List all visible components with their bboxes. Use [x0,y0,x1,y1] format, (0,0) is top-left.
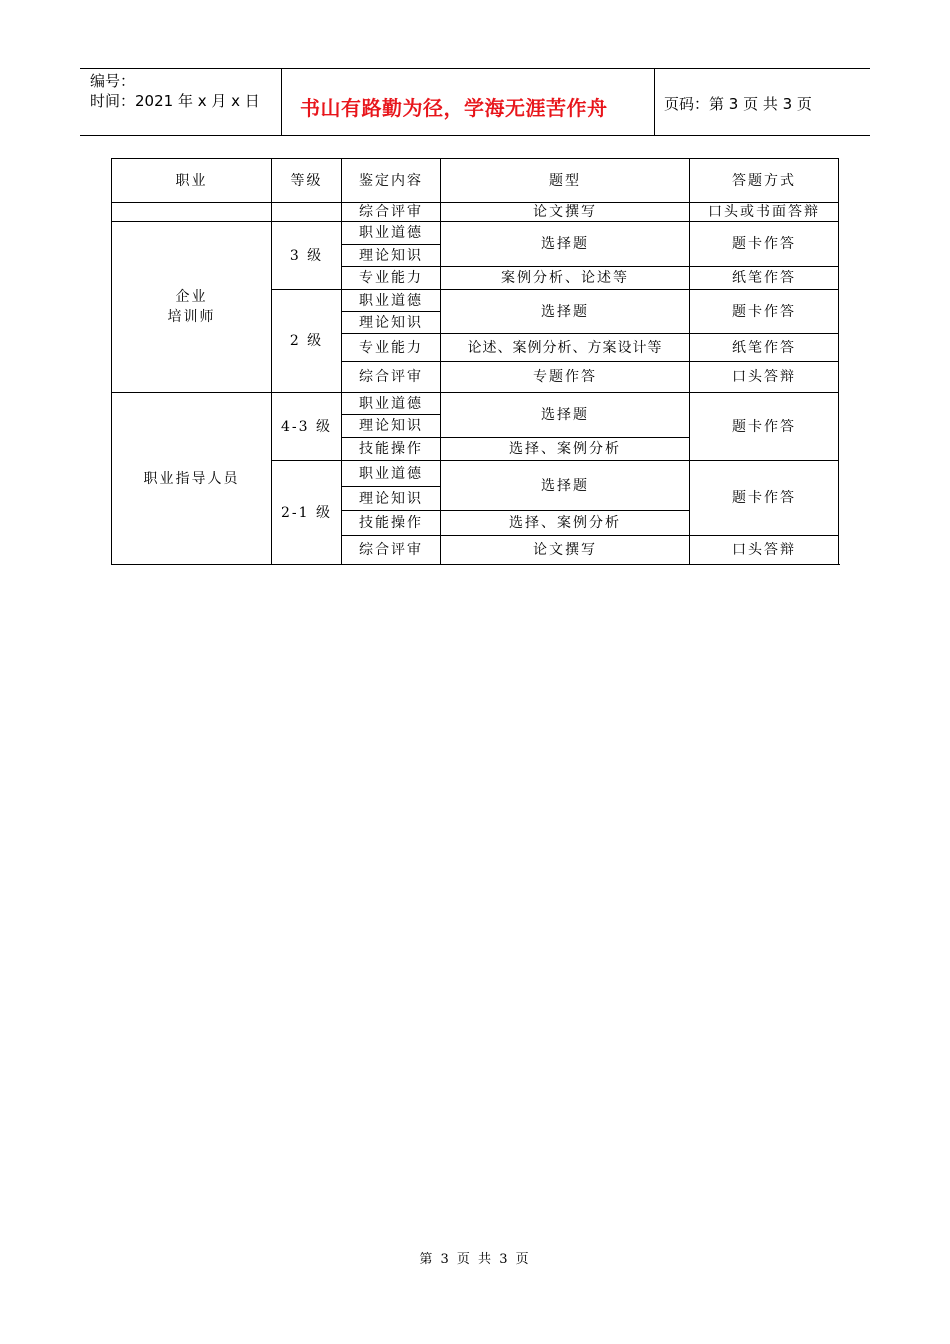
table-cell: 专业能力 [359,270,423,286]
col-header-level: 等级 [290,172,323,189]
table-cell: 综合评审 [359,204,423,220]
table-cell: 理论知识 [359,418,423,434]
table-cell: 题卡作答 [732,418,796,435]
table-cell: 论文撰写 [533,204,597,220]
table-cell: 技能操作 [359,515,423,531]
table-cell: 理论知识 [359,247,423,264]
table-cell: 选择、案例分析 [509,515,621,531]
occupation-trainer: 企业 培训师 [167,289,216,325]
header-number-label: 编号： [90,72,136,90]
table-cell: 理论知识 [359,490,423,507]
table-cell: 纸笔作答 [732,339,796,356]
table-cell: 纸笔作答 [732,270,796,286]
header-page-info: 页码：第 3 页 共 3 页 [664,95,812,113]
col-header-type: 题型 [549,172,581,189]
table-cell: 技能操作 [359,441,423,457]
table-cell: 理论知识 [359,314,423,331]
table-cell: 选择题 [541,477,589,494]
table-cell: 职业道德 [359,395,423,412]
table-cell: 选择题 [541,236,589,252]
table-cell: 综合评审 [359,542,423,558]
table-cell: 口头答辩 [732,542,796,558]
table-cell: 专题作答 [533,369,597,385]
table-cell: 专业能力 [359,339,423,356]
col-header-occupation: 职业 [175,172,208,189]
header-top-rule [80,68,870,69]
table-cell: 口头或书面答辩 [708,204,820,220]
table-cell: 论文撰写 [533,542,597,558]
table-cell: 选择题 [541,303,589,320]
level-cell: 2-1 级 [281,504,332,521]
header-divider-left [281,68,282,136]
level-cell: 2 级 [289,333,324,349]
col-header-method: 答题方式 [732,172,796,189]
table-rule [838,158,839,565]
table-cell: 选择题 [541,407,589,423]
table-cell: 题卡作答 [732,236,796,252]
table-rule [111,564,840,565]
table-cell: 口头答辩 [732,369,796,385]
table-cell: 题卡作答 [732,490,796,506]
header-time-label: 时间：2021 年 x 月 x 日 [90,92,260,110]
table-cell: 职业道德 [359,225,423,241]
table-cell: 案例分析、论述等 [501,270,629,286]
table-cell: 选择、案例分析 [509,441,621,457]
header-motto: 书山有路勤为径，学海无涯苦作舟 [300,96,608,120]
table-cell: 题卡作答 [732,303,796,320]
occupation-career-guide: 职业指导人员 [143,470,240,487]
table-cell: 职业道德 [359,292,423,309]
table-cell: 论述、案例分析、方案设计等 [467,339,663,356]
table-cell: 职业道德 [359,465,423,482]
header-divider-right [654,68,655,136]
header-bottom-rule [80,135,870,136]
table-cell: 综合评审 [359,369,423,385]
col-header-content: 鉴定内容 [359,172,423,189]
page-footer: 第 3 页 共 3 页 [419,1252,531,1267]
level-cell: 4-3 级 [281,418,332,435]
level-cell: 3 级 [289,247,324,264]
